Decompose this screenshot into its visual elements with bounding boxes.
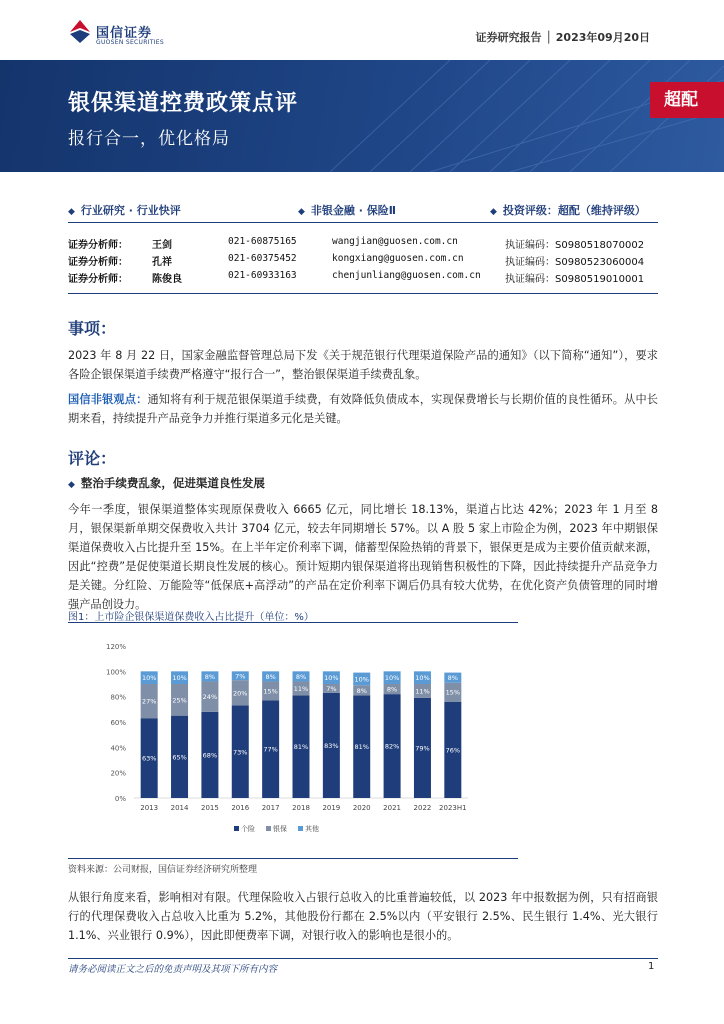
sub-heading: ◆ 整治手续费乱象，促进渠道良性发展 — [68, 476, 265, 490]
data-label: 10% — [141, 674, 157, 683]
y-tick-label: 60% — [110, 719, 126, 727]
y-tick-label: 20% — [110, 769, 126, 778]
data-label: 7% — [326, 684, 337, 693]
data-label: 15% — [263, 687, 278, 696]
footer-divider — [68, 958, 658, 959]
x-tick-label: 2019 — [322, 804, 341, 812]
x-tick-label: 2017 — [261, 804, 280, 812]
data-label: 8% — [447, 674, 458, 683]
data-label: 82% — [384, 742, 400, 751]
data-label: 77% — [263, 745, 278, 754]
legend-label: 个险 — [241, 825, 255, 833]
data-label: 27% — [141, 697, 157, 706]
x-tick-label: 2021 — [383, 804, 402, 812]
data-label: 68% — [202, 751, 218, 760]
view-paragraph: 国信非银观点：通知将有利于规范银保渠道手续费，有效降低负债成本，实现保费增长与长期价值的良性循环。从中长期来看，持续提升产品竞争力并推行渠道多元化是关键。 — [68, 393, 658, 425]
page-number: 1 — [648, 961, 655, 972]
diamond-icon: ◆ — [490, 207, 497, 217]
figure-rule — [68, 858, 518, 859]
guosen-logo-icon — [68, 18, 92, 44]
x-tick-label: 2023H1 — [439, 804, 467, 812]
data-label: 79% — [415, 744, 430, 753]
x-tick-label: 2022 — [413, 804, 432, 812]
data-label: 8% — [356, 686, 367, 695]
report-type-date: 证券研究报告 │ 2023年09月20日 — [475, 31, 650, 44]
y-tick-label: 40% — [110, 744, 126, 753]
x-tick-label: 2016 — [231, 804, 250, 812]
data-label: 81% — [293, 743, 309, 752]
data-label: 8% — [265, 672, 276, 681]
data-label: 7% — [235, 672, 246, 681]
figure-rule — [68, 622, 518, 623]
data-label: 20% — [233, 689, 248, 698]
data-label: 83% — [324, 741, 339, 750]
analyst-email[interactable]: wangjian@guosen.com.cn — [332, 236, 458, 247]
data-label: 76% — [445, 746, 461, 755]
page-header — [0, 0, 724, 56]
legend-swatch — [266, 826, 271, 831]
sector-tag: ◆ 非银金融 · 保险Ⅱ — [298, 204, 397, 217]
x-tick-label: 2015 — [200, 804, 219, 812]
logo-text: 国信证券 — [96, 26, 153, 41]
data-label: 81% — [354, 743, 369, 752]
logo-text-en: GUOSEN SECURITIES — [96, 39, 165, 46]
analyst-row: 证券分析师： 王剑 021-60875165 wangjian@guosen.com.cn 执证编码：S0980518070002 — [68, 236, 645, 251]
data-label: 10% — [172, 674, 187, 683]
section-heading-event: 事项： — [68, 319, 117, 338]
analyst-email[interactable]: kongxiang@guosen.com.cn — [332, 253, 464, 264]
diamond-icon: ◆ — [298, 207, 305, 217]
data-label: 25% — [172, 696, 187, 705]
y-tick-label: 0% — [114, 795, 126, 803]
section-heading-comment: 评论： — [68, 449, 117, 468]
analyst-row: 证券分析师： 孔祥 021-60375452 kongxiang@guosen.com.cn 执证编码：S0980523060004 — [68, 253, 645, 268]
diamond-icon: ◆ — [68, 480, 75, 490]
x-tick-label: 2018 — [292, 804, 310, 812]
chart-svg — [68, 626, 518, 854]
report-subtitle: 报行合一，优化格局 — [68, 129, 230, 149]
rating-tag: ◆ 投资评级：超配（维持评级） — [490, 204, 646, 217]
data-label: 11% — [293, 684, 309, 693]
view-label: 国信非银观点： — [68, 393, 148, 406]
stacked-bar-chart — [68, 626, 518, 854]
analyst-row: 证券分析师： 陈俊良 021-60933163 chenjunliang@guosen.com.cn 执证编码：S0980519010001 — [68, 270, 645, 285]
divider — [68, 222, 658, 223]
divider — [68, 293, 658, 294]
figure-source: 资料来源：公司财报，国信证券经济研究所整理 — [68, 865, 258, 875]
data-label: 10% — [384, 674, 400, 683]
data-label: 10% — [324, 674, 339, 683]
x-tick-label: 2020 — [352, 804, 371, 812]
data-label: 10% — [415, 674, 430, 683]
figure-title: 图1：上市险企银保渠道保费收入占比提升（单位：%） — [68, 612, 314, 623]
disclaimer-note: 请务必阅读正文之后的免责声明及其项下所有内容 — [68, 964, 278, 975]
x-tick-label: 2014 — [170, 804, 189, 812]
data-label: 65% — [172, 753, 187, 762]
event-paragraph: 2023 年 8 月 22 日，国家金融监督管理总局下发《关于规范银行代理渠道保险产品的通知》（以下简称“通知”），要求各险企银保渠道手续费严格遵守“报行合一”，整治银保渠道手续费乱象。 — [68, 349, 658, 381]
bank-paragraph: 从银行角度来看，影响相对有限。代理保险收入占银行总收入的比重普遍较低，以 2023 年中报数据为例，只有招商银行的代理保费收入占总收入比重为 5.2%，其他股份行都在 2.5%以内（平安银行 2.5%、民生银行 1.4%、光大银行 1.1%、兴业银行 0.9%），因此即便费率下调，对银行收入的影响也是很小的。 — [68, 891, 658, 942]
diamond-icon: ◆ — [68, 207, 75, 217]
legend-label: 其他 — [305, 825, 319, 833]
data-label: 24% — [202, 693, 218, 702]
legend-label: 银保 — [273, 825, 287, 833]
comment-paragraph: 今年一季度，银保渠道整体实现原保费收入 6665 亿元，同比增长 18.13%，渠道占比达 42%；2023 年 1 月至 8 月，银保渠新单期交保费收入共计 3704 亿元，较去年同期增长 57%。以 A 股 5 家上市险企为例，2023 年中期银保渠道保费收入占比提升至 15%。在上半年定价利率下调，储蓄型保险热销的背景下，银保更是成为主要价值贡献来源，因此“控费”是促使渠道长期良性发展的核心。预计短期内银保渠道将出现销售积极性的下降，因此持续提升产品竞争力是关键。分红险、万能险等“低保底+高浮动”的产品在定价利率下调后仍具有较大优势，在优化资产负债管理的同时增强产品创设力。 — [68, 503, 658, 611]
data-label: 10% — [354, 675, 369, 684]
data-label: 63% — [141, 754, 157, 763]
legend-swatch — [234, 826, 239, 831]
y-tick-label: 80% — [110, 693, 126, 702]
data-label: 15% — [445, 688, 461, 697]
analyst-email[interactable]: chenjunliang@guosen.com.cn — [332, 270, 481, 281]
y-tick-label: 100% — [105, 668, 126, 677]
y-tick-label: 120% — [105, 643, 126, 651]
data-label: 8% — [295, 672, 307, 681]
data-label: 8% — [386, 685, 398, 694]
report-title: 银保渠道控费政策点评 — [68, 91, 299, 116]
data-label: 11% — [415, 687, 430, 696]
industry-tag: ◆ 行业研究 · 行业快评 — [68, 204, 181, 217]
rating-badge: 超配 — [650, 82, 724, 118]
data-label: 8% — [204, 672, 216, 681]
legend-swatch — [298, 826, 303, 831]
data-label: 73% — [233, 748, 248, 757]
x-tick-label: 2013 — [140, 804, 159, 812]
